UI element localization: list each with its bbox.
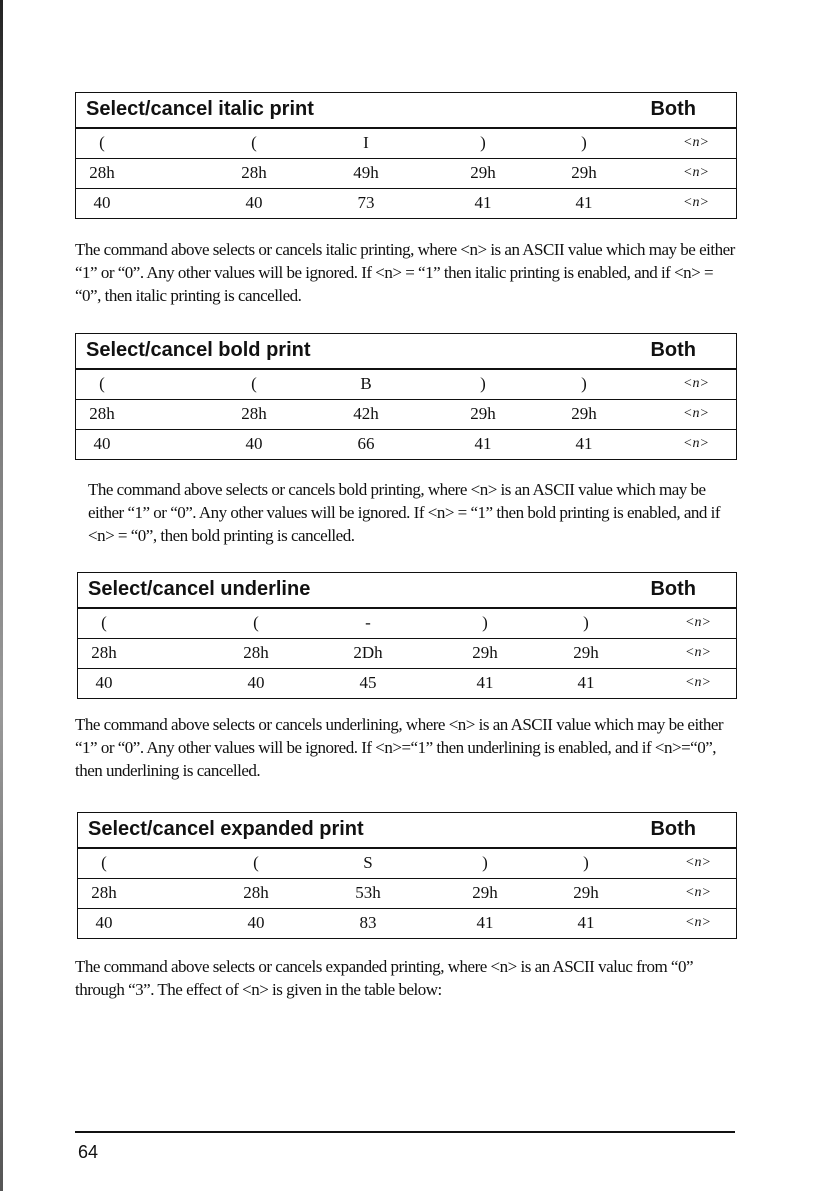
code-cell: 28h (241, 163, 267, 182)
code-cell: ) (480, 133, 486, 152)
code-cell: - (365, 613, 371, 632)
command-title-row (78, 573, 736, 609)
command-table (75, 92, 737, 219)
code-cell: ) (480, 374, 486, 393)
code-cell: S (363, 853, 373, 872)
decimal-row (76, 430, 736, 459)
code-cell: <n> (683, 436, 709, 451)
code-cell: 40 (95, 913, 113, 932)
command-title: Select/cancel underline (88, 578, 311, 600)
code-cell: 66 (357, 434, 375, 453)
code-cell: <n> (685, 855, 711, 870)
code-cell: ( (251, 133, 257, 152)
command-title: Select/cancel expanded print (88, 818, 364, 840)
hex-row (78, 879, 736, 909)
code-cell: 53h (355, 883, 381, 902)
command-title-row (76, 93, 736, 129)
hex-row (78, 639, 736, 669)
footer-rule (75, 1131, 735, 1133)
code-cell: 41 (575, 434, 593, 453)
code-cell: 28h (91, 883, 117, 902)
code-cell: 29h (571, 163, 597, 182)
command-description: The command above selects or cancels bold printing, where <n> is an ASCII value which may be either “1” or “0”. Any other values will be ignored. If <n> = “1” then bold printing is enabled, and if <n> = “0”, then bold printing is cancelled. (88, 480, 721, 545)
code-cell: 45 (359, 673, 377, 692)
code-cell: 73 (357, 193, 375, 212)
scan-edge (0, 0, 3, 1191)
command-title-row (76, 334, 736, 370)
code-cell: <n> (683, 135, 709, 150)
code-cell: 40 (247, 913, 265, 932)
hex-row (76, 400, 736, 430)
ascii-row (76, 370, 736, 400)
code-cell: 28h (89, 163, 115, 182)
code-cell: 40 (93, 193, 111, 212)
code-cell: ( (99, 374, 105, 393)
ascii-row (76, 129, 736, 159)
code-cell: ) (583, 853, 589, 872)
code-cell: ) (583, 613, 589, 632)
code-cell: 83 (359, 913, 377, 932)
hex-row (76, 159, 736, 189)
code-cell: <n> (685, 615, 711, 630)
code-cell: I (363, 133, 369, 152)
code-cell: 28h (243, 643, 269, 662)
code-cell: ) (581, 374, 587, 393)
command-table (77, 572, 737, 699)
code-cell: ) (482, 853, 488, 872)
decimal-row (78, 669, 736, 698)
code-cell: ( (99, 133, 105, 152)
command-mode: Both (650, 578, 696, 600)
decimal-row (76, 189, 736, 218)
ascii-row (78, 849, 736, 879)
code-cell: <n> (685, 885, 711, 900)
code-cell: 41 (577, 673, 595, 692)
command-mode: Both (650, 818, 696, 840)
command-title: Select/cancel bold print (86, 339, 311, 361)
code-cell: <n> (685, 675, 711, 690)
code-cell: B (360, 374, 372, 393)
command-description: The command above selects or cancels underlining, where <n> is an ASCII value which may be either “1” or “0”. Any other values will be ignored. If <n>=“1” then underlining is enabled, and if <n>=“0”, then underlining is cancelled. (75, 715, 724, 780)
code-cell: ( (253, 853, 259, 872)
code-cell: 28h (243, 883, 269, 902)
code-cell: <n> (683, 376, 709, 391)
code-cell: 2Dh (353, 643, 383, 662)
code-cell: 40 (245, 434, 263, 453)
decimal-row (78, 909, 736, 938)
code-cell: 49h (353, 163, 379, 182)
command-description: The command above selects or cancels italic printing, where <n> is an ASCII value which may be either “1” or “0”. Any other values will be ignored. If <n> = “1” then italic printing is enabled, and if <n> = “0”, then italic printing is cancelled. (75, 240, 735, 305)
code-cell: ) (482, 613, 488, 632)
ascii-row (78, 609, 736, 639)
code-cell: 29h (472, 643, 498, 662)
code-cell: 29h (470, 404, 496, 423)
code-cell: <n> (685, 915, 711, 930)
code-cell: ( (251, 374, 257, 393)
code-cell: 28h (91, 643, 117, 662)
code-cell: <n> (685, 645, 711, 660)
code-cell: 41 (474, 434, 492, 453)
code-cell: <n> (683, 165, 709, 180)
code-cell: 29h (470, 163, 496, 182)
code-cell: 41 (575, 193, 593, 212)
code-cell: ( (101, 853, 107, 872)
code-cell: 40 (247, 673, 265, 692)
code-cell: 29h (573, 883, 599, 902)
code-cell: 41 (476, 913, 494, 932)
command-table (75, 333, 737, 460)
command-mode: Both (650, 339, 696, 361)
code-cell: ) (581, 133, 587, 152)
code-cell: <n> (683, 195, 709, 210)
command-title-row (78, 813, 736, 849)
code-cell: 41 (577, 913, 595, 932)
code-cell: 40 (245, 193, 263, 212)
code-cell: 29h (571, 404, 597, 423)
command-description: The command above selects or cancels expanded printing, where <n> is an ASCII valuc from “0” through “3”. The effect of <n> is given in the table below: (75, 957, 694, 999)
command-mode: Both (650, 98, 696, 120)
code-cell: <n> (683, 406, 709, 421)
code-cell: 42h (353, 404, 379, 423)
command-table (77, 812, 737, 939)
code-cell: 29h (472, 883, 498, 902)
code-cell: 28h (89, 404, 115, 423)
code-cell: 41 (476, 673, 494, 692)
code-cell: ( (101, 613, 107, 632)
code-cell: 28h (241, 404, 267, 423)
code-cell: 40 (93, 434, 111, 453)
code-cell: 41 (474, 193, 492, 212)
command-title: Select/cancel italic print (86, 98, 314, 120)
page-number: 64 (78, 1142, 99, 1162)
code-cell: 40 (95, 673, 113, 692)
code-cell: 29h (573, 643, 599, 662)
code-cell: ( (253, 613, 259, 632)
